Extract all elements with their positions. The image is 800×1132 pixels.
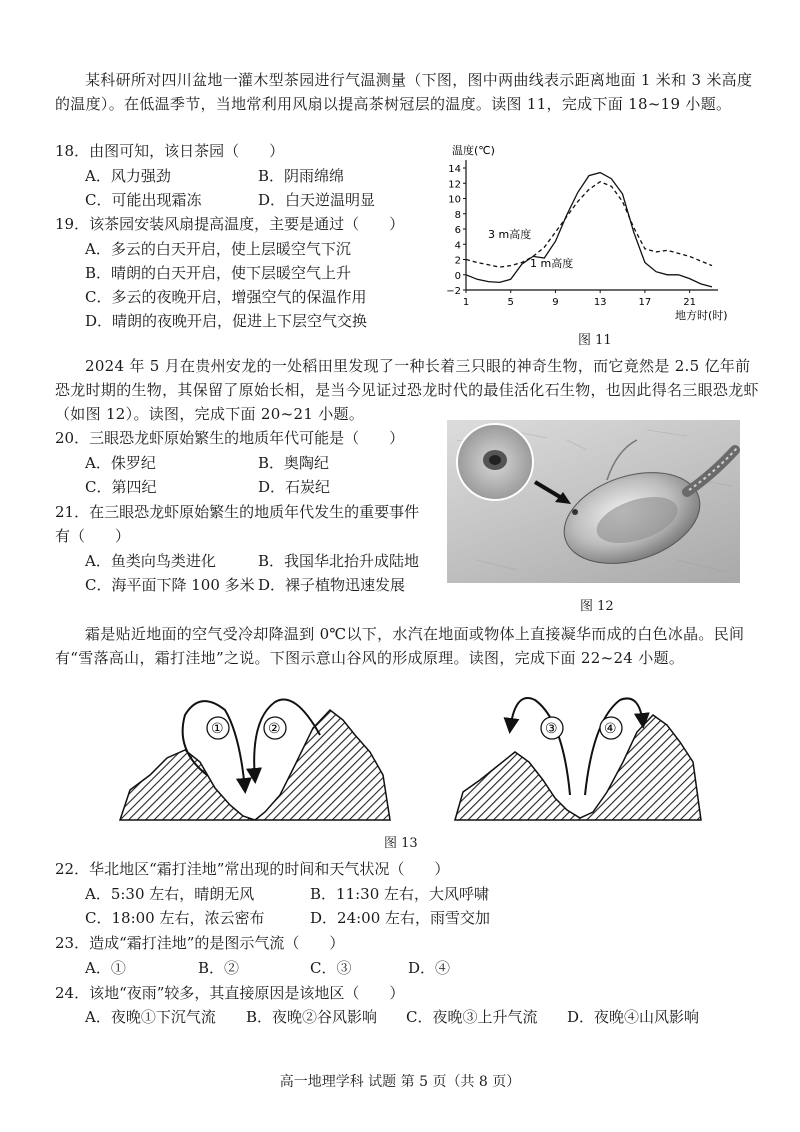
question-23-option-c: C．③ xyxy=(310,959,352,977)
question-22-stem: 22．华北地区“霜打洼地”常出现的时间和天气状况（ ） xyxy=(55,860,450,878)
airflow-label-1: ① xyxy=(211,721,224,737)
question-20-option-a: A．侏罗纪 xyxy=(85,454,156,472)
figure-11-caption: 图 11 xyxy=(578,333,612,348)
intro-paragraph-22-24: 霜是贴近地面的空气受冷却降温到 0℃以下，水汽在地面或物体上直接凝华而成的白色冰晶。民间有“雪落高山，霜打洼地”之说。下图示意山谷风的形成原理。读图，完成下面 22~24 小题。 xyxy=(55,625,745,667)
question-24-option-d: D．夜晚④山风影响 xyxy=(567,1008,700,1026)
intro-paragraph-18-19: 某科研所对四川盆地一灌木型茶园进行气温测量（下图，图中两曲线表示距离地面 1 米和 3 米高度的温度）。在低温季节，当地常利用风扇以提高茶树冠层的温度。读图 11，完成下面 18~19 小题。 xyxy=(55,71,753,113)
figure-11-temperature-chart xyxy=(440,140,740,330)
question-19-stem: 19．该茶园安装风扇提高温度，主要是通过（ ） xyxy=(55,215,405,233)
y-tick-label: 14 xyxy=(448,164,461,175)
airflow-label-2: ② xyxy=(268,721,281,737)
y-tick-label: 0 xyxy=(454,270,461,282)
question-24-option-b: B．夜晚②谷风影响 xyxy=(246,1008,378,1026)
question-20-stem: 20．三眼恐龙虾原始繁生的地质年代可能是（ ） xyxy=(55,429,405,447)
question-19-option-d: D．晴朗的夜晚开启，促进上下层空气交换 xyxy=(85,312,368,330)
y-tick-label: 8 xyxy=(454,209,461,221)
triops-illustration xyxy=(447,420,740,583)
question-22-option-d: D．24:00 左右，雨雪交加 xyxy=(310,909,491,927)
page-footer: 高一地理学科 试题 第 5 页（共 8 页） xyxy=(279,1074,521,1090)
question-20-option-d: D．石炭纪 xyxy=(258,478,331,496)
question-18-option-c: C．可能出现霜冻 xyxy=(85,191,202,209)
question-21-stem-line2: 有（ ） xyxy=(55,527,131,545)
question-18-option-a: A．风力强劲 xyxy=(85,167,171,185)
question-24-stem: 24．该地“夜雨”较多，其直接原因是该地区（ ） xyxy=(55,984,405,1002)
question-21-option-c: C．海平面下降 100 多米 xyxy=(85,576,255,594)
airflow-label-3: ③ xyxy=(545,721,558,737)
y-tick-label: 12 xyxy=(448,179,461,191)
question-20-option-b: B．奥陶纪 xyxy=(258,454,330,472)
right-valley-terrain xyxy=(455,715,701,820)
question-21-option-a: A．鱼类向鸟类进化 xyxy=(85,552,216,570)
chart-x-axis-label: 地方时(时) xyxy=(675,309,728,322)
question-18-option-b: B．阴雨绵绵 xyxy=(258,167,345,185)
y-tick-label: 6 xyxy=(454,225,461,236)
question-23-option-a: A．① xyxy=(85,959,126,977)
figure-12-caption: 图 12 xyxy=(580,599,614,614)
x-tick-label: 21 xyxy=(683,297,697,308)
question-19-option-a: A．多云的白天开启，使上层暖空气下沉 xyxy=(85,240,351,258)
y-tick-label: 2 xyxy=(454,255,461,267)
figure-12-photo-triops xyxy=(447,420,740,583)
intro-paragraph-20-21: 2024 年 5 月在贵州安龙的一处稻田里发现了一种长着三只眼的神奇生物，而它竟然是 2.5 亿年前恐龙时期的生物，其保留了原始长相，是当今见证过恐龙时代的最佳活化石生物，也因此得名三眼恐龙虾（如图 12）。读图，完成下面 20~21 小题。 xyxy=(55,357,759,423)
question-22-option-b: B．11:30 左右，大风呼啸 xyxy=(310,885,490,903)
question-18-option-d: D．白天逆温明显 xyxy=(258,191,376,209)
question-21-option-d: D．裸子植物迅速发展 xyxy=(258,576,406,594)
question-24-option-a: A．夜晚①下沉气流 xyxy=(85,1008,216,1026)
y-tick-label: 10 xyxy=(448,194,461,206)
question-19-option-c: C．多云的夜晚开启，增强空气的保温作用 xyxy=(85,288,367,306)
chart-y-axis-label: 温度(℃) xyxy=(452,144,495,157)
figure-13-valley-wind-diagram xyxy=(115,680,705,825)
x-tick-label: 5 xyxy=(507,297,514,308)
x-tick-label: 9 xyxy=(552,297,559,308)
figure-13-caption: 图 13 xyxy=(384,836,418,851)
question-22-option-c: C．18:00 左右，浓云密布 xyxy=(85,909,265,927)
airflow-label-4: ④ xyxy=(604,721,617,737)
question-23-stem: 23．造成“霜打洼地”的是图示气流（ ） xyxy=(55,934,345,952)
question-23-option-b: B．② xyxy=(198,959,240,977)
series-label-3m: 3 m高度 xyxy=(488,228,532,241)
question-24-option-c: C．夜晚③上升气流 xyxy=(406,1008,538,1026)
series-line-3m xyxy=(466,182,712,267)
x-tick-label: 1 xyxy=(462,297,470,308)
question-19-option-b: B．晴朗的白天开启，使下层暖空气上升 xyxy=(85,264,352,282)
question-21-option-b: B．我国华北抬升成陆地 xyxy=(258,552,420,570)
question-20-option-c: C．第四纪 xyxy=(85,478,157,496)
y-tick-label: 4 xyxy=(454,240,461,252)
question-18-stem: 18．由图可知，该日茶园（ ） xyxy=(55,142,285,160)
question-21-stem-line1: 21．在三眼恐龙虾原始繁生的地质年代发生的重要事件 xyxy=(55,503,420,521)
x-tick-label: 13 xyxy=(593,297,607,308)
series-label-1m: 1 m高度 xyxy=(530,257,574,270)
question-23-option-d: D．④ xyxy=(408,959,451,977)
y-tick-label: −2 xyxy=(446,286,461,297)
question-22-option-a: A．5:30 左右，晴朗无风 xyxy=(85,885,255,903)
x-tick-label: 17 xyxy=(638,297,652,308)
